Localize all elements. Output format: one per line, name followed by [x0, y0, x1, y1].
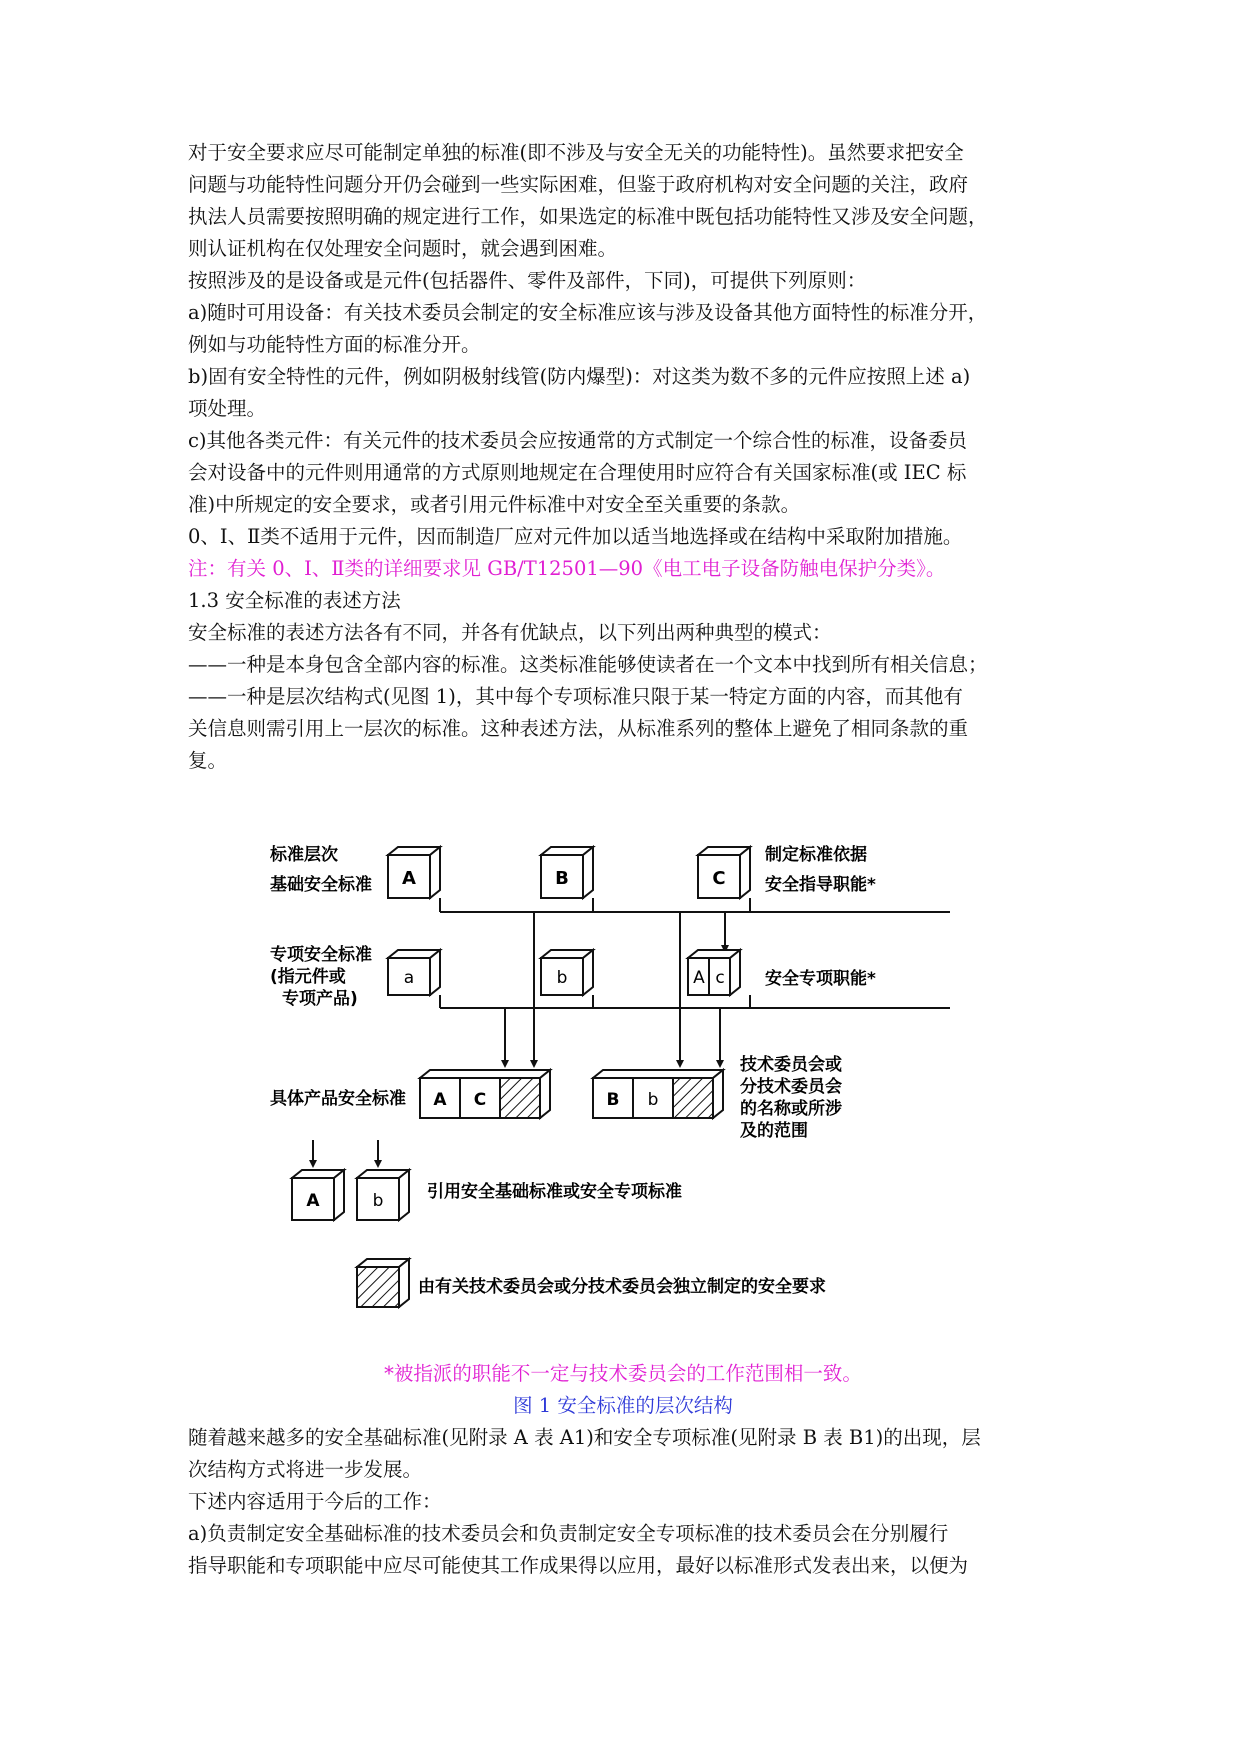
legend-ref-text: 引用安全基础标准或安全专项标准: [427, 1182, 682, 1202]
label-level: 标准层次: [270, 845, 338, 865]
label-special-func: 安全专项职能*: [765, 969, 876, 989]
label-special-3: 专项产品): [282, 989, 358, 1009]
label-special-2: (指元件或: [270, 967, 346, 987]
box-Ac-c-label: c: [715, 968, 725, 988]
hierarchy-figure: [270, 820, 950, 1350]
box-B-label: B: [555, 868, 569, 889]
figure-caption: 图 1 安全标准的层次结构: [513, 1394, 733, 1417]
label-tc-3: 的名称或所涉: [740, 1099, 842, 1119]
text-line: 则认证机构在仅处理安全问题时，就会遇到困难。: [188, 237, 618, 260]
text-line: 问题与功能特性问题分开仍会碰到一些实际困难，但鉴于政府机构对安全问题的关注，政府: [188, 173, 969, 196]
note-line: 注：有关 0、Ⅰ、Ⅱ类的详细要求见 GB/T12501—90《电工电子设备防触电保护分类》。: [188, 557, 946, 580]
text-line: 复。: [188, 749, 228, 772]
box-Ac-A-label: A: [693, 968, 705, 988]
legend-b-label: b: [372, 1191, 384, 1211]
legend-hatch-box: [357, 1259, 409, 1307]
text-line: b)固有安全特性的元件，例如阴极射线管(防内爆型)：对这类为数不多的元件应按照上述 a): [188, 365, 971, 388]
box-A-label: A: [402, 868, 416, 889]
legend-own-text: 由有关技术委员会或分技术委员会独立制定的安全要求: [418, 1277, 826, 1297]
label-tc-1: 技术委员会或: [740, 1055, 842, 1075]
text-line: 按照涉及的是设备或是元件(包括器件、零件及部件，下同)，可提供下列原则：: [188, 269, 867, 292]
text-line: 项处理。: [188, 397, 267, 420]
text-line: 例如与功能特性方面的标准分开。: [188, 333, 481, 356]
product-right-b: b: [647, 1090, 659, 1110]
text-line: ——一种是本身包含全部内容的标准。这类标准能够使读者在一个文本中找到所有相关信息；: [188, 653, 988, 676]
text-line: 指导职能和专项职能中应尽可能使其工作成果得以应用，最好以标准形式发表出来，以便为: [188, 1554, 969, 1577]
text-line: 对于安全要求应尽可能制定单独的标准(即不涉及与安全无关的功能特性)。虽然要求把安全: [188, 141, 964, 164]
text-line: 执法人员需要按照明确的规定进行工作，如果选定的标准中既包括功能特性又涉及安全问题，: [188, 205, 988, 228]
box-C-label: C: [712, 868, 726, 889]
text-line: 次结构方式将进一步发展。: [188, 1458, 423, 1481]
product-left-A: A: [433, 1090, 447, 1110]
text-line: a)随时可用设备：有关技术委员会制定的安全标准应该与涉及设备其他方面特性的标准分开，: [188, 301, 988, 324]
text-line: ——一种是层次结构式(见图 1)，其中每个专项标准只限于某一特定方面的内容，而其他有: [188, 685, 963, 708]
box-b-label: b: [556, 968, 568, 988]
figure-footnote: *被指派的职能不一定与技术委员会的工作范围相一致。: [384, 1362, 862, 1385]
label-special-1: 专项安全标准: [270, 945, 372, 965]
text-line: 会对设备中的元件则用通常的方式原则地规定在合理使用时应符合有关国家标准(或 IEC 标: [188, 461, 967, 484]
text-line: 安全标准的表述方法各有不同，并各有优缺点，以下列出两种典型的模式：: [188, 621, 832, 644]
text-line: 下述内容适用于今后的工作：: [188, 1490, 442, 1513]
text-line: a)负责制定安全基础标准的技术委员会和负责制定安全专项标准的技术委员会在分别履行: [188, 1522, 949, 1545]
product-right-B: B: [606, 1090, 620, 1110]
product-left-C: C: [473, 1090, 487, 1110]
label-tc-4: 及的范围: [740, 1121, 808, 1141]
box-a-label: a: [403, 968, 415, 988]
section-heading: 1.3 安全标准的表述方法: [188, 589, 401, 612]
text-line: 关信息则需引用上一层次的标准。这种表述方法，从标准系列的整体上避免了相同条款的重: [188, 717, 969, 740]
label-basis-2: 安全指导职能*: [765, 875, 876, 895]
label-product: 具体产品安全标准: [270, 1089, 406, 1109]
label-basis-1: 制定标准依据: [765, 845, 867, 865]
text-line: 0、Ⅰ、Ⅱ类不适用于元件，因而制造厂应对元件加以适当地选择或在结构中采取附加措施。: [188, 525, 963, 548]
label-basic: 基础安全标准: [270, 875, 372, 895]
text-line: 准)中所规定的安全要求，或者引用元件标准中对安全至关重要的条款。: [188, 493, 801, 516]
text-line: c)其他各类元件：有关元件的技术委员会应按通常的方式制定一个综合性的标准，设备委员: [188, 429, 968, 452]
legend-A-label: A: [306, 1191, 320, 1211]
label-tc-2: 分技术委员会: [740, 1077, 842, 1097]
text-line: 随着越来越多的安全基础标准(见附录 A 表 A1)和安全专项标准(见附录 B 表 B1)的出现，层: [188, 1426, 981, 1449]
